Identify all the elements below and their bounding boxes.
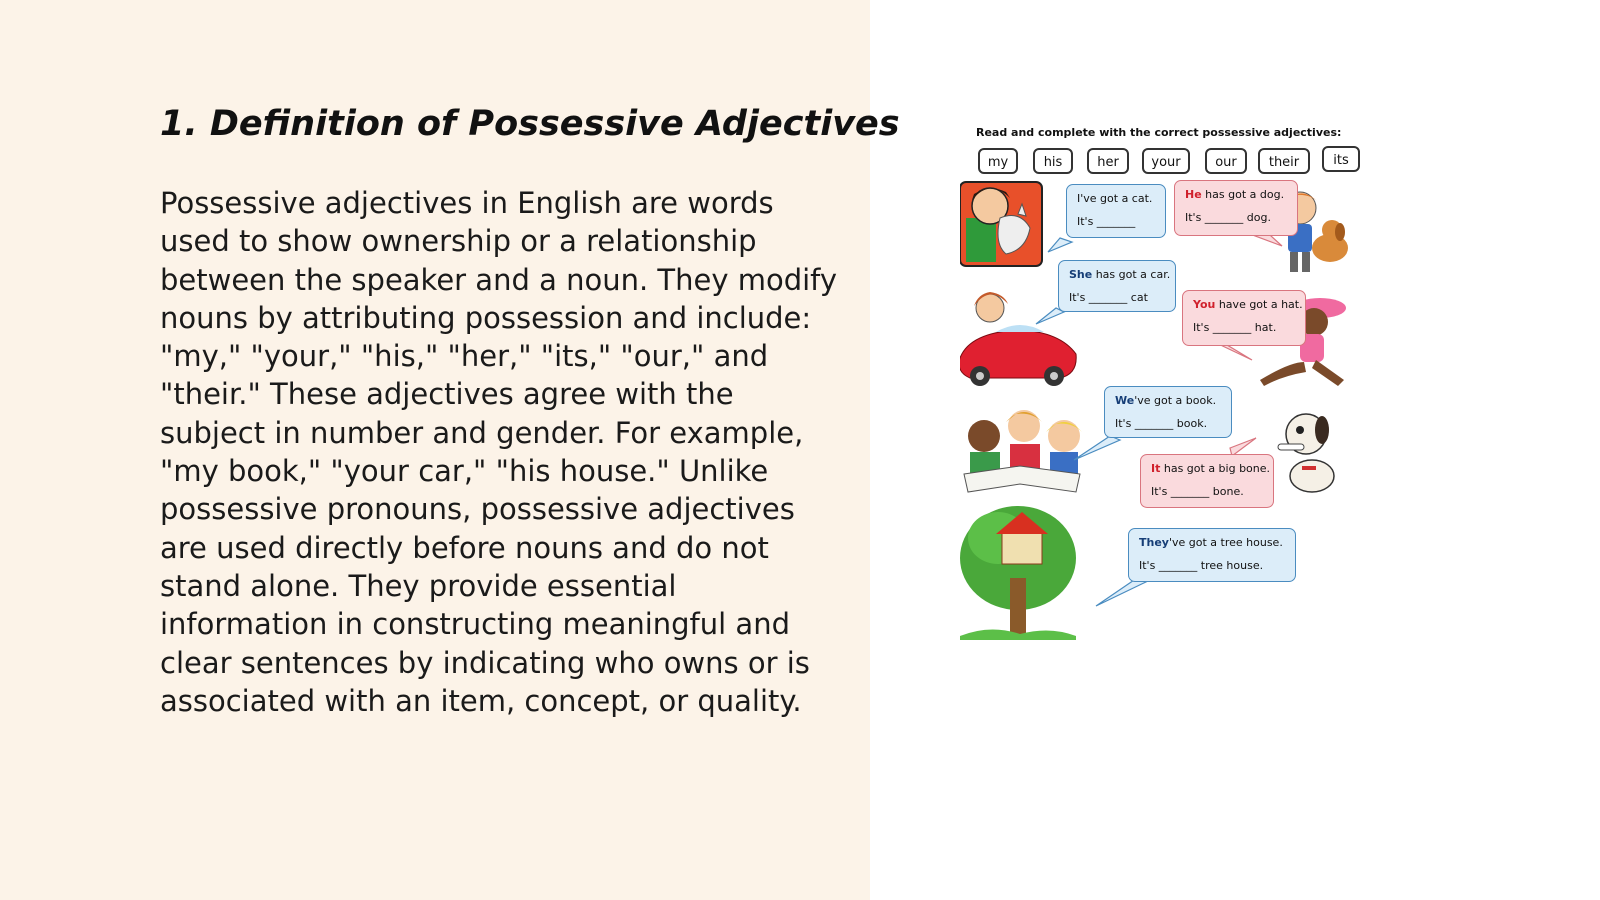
bubble-line2: It's _______ <box>1077 215 1136 228</box>
bubble-line1: have got a hat. <box>1215 298 1303 311</box>
speech-bubble-book <box>1104 386 1232 438</box>
boy-with-cat-illustration <box>960 182 1042 266</box>
worksheet-image <box>960 118 1380 658</box>
speech-bubble-car <box>1058 260 1176 312</box>
bubble-line2: It's _______ hat. <box>1193 321 1277 334</box>
word-chip-his: his <box>1033 148 1073 174</box>
bubble-line1: 've got a tree house. <box>1168 536 1283 549</box>
slide-body-text: Possessive adjectives in English are words used to show ownership or a relationship between the speaker and a noun. They modify nouns by attributing possession and include: "my," "your," "his," "her," "its," "our," and "their." These adjectives agree with the subject in number and gender. For example, "my book," "your car," "his house." Unlike possessive pronouns, possessive adjectives are used directly before nouns and do not stand alone. They provide essential information in constructing meaningful and clear sentences by indicating who owns or is associated with an item, concept, or quality. <box>160 186 838 718</box>
bubble-line1: has got a big bone. <box>1160 462 1271 475</box>
word-chip-our: our <box>1205 148 1247 174</box>
speech-bubble-dog <box>1174 180 1298 236</box>
word-chip-her: her <box>1087 148 1129 174</box>
children-with-book-illustration <box>964 410 1082 492</box>
bubble-line2: It's _______ tree house. <box>1139 559 1264 572</box>
speech-bubble-bone <box>1140 454 1274 508</box>
bubble-line1: has got a dog. <box>1201 188 1285 201</box>
slide-title: 1. Definition of Possessive Adjectives <box>160 104 900 144</box>
tree-house-illustration <box>960 506 1076 640</box>
speech-bubble-tree-house <box>1128 528 1296 582</box>
word-chip-their: their <box>1258 148 1310 174</box>
bubble-line1: has got a car. <box>1092 268 1171 281</box>
bubble-subject: It <box>1151 462 1161 475</box>
bubble-subject: She <box>1069 268 1093 281</box>
speech-bubble-cat <box>1066 184 1166 238</box>
word-chip-its: its <box>1322 146 1360 172</box>
bubble-subject: You <box>1193 298 1216 311</box>
bubble-subject: They <box>1139 536 1169 549</box>
bubble-line2: It's _______ book. <box>1115 417 1208 430</box>
bubble-line1: I've got a cat. <box>1077 192 1153 205</box>
bubble-line2: It's _______ cat <box>1069 291 1148 304</box>
bubble-line1: 've got a book. <box>1134 394 1217 407</box>
word-chip-my: my <box>978 148 1018 174</box>
bubble-line2: It's _______ dog. <box>1185 211 1271 224</box>
worksheet-instruction: Read and complete with the correct possessive adjectives: <box>976 126 1342 139</box>
bubble-subject: We <box>1115 394 1135 407</box>
dog-with-bone-illustration <box>1278 414 1334 492</box>
bubble-line2: It's _______ bone. <box>1151 485 1244 498</box>
bubble-subject: He <box>1185 188 1202 201</box>
speech-bubble-hat <box>1182 290 1306 346</box>
word-chip-your: your <box>1142 148 1190 174</box>
